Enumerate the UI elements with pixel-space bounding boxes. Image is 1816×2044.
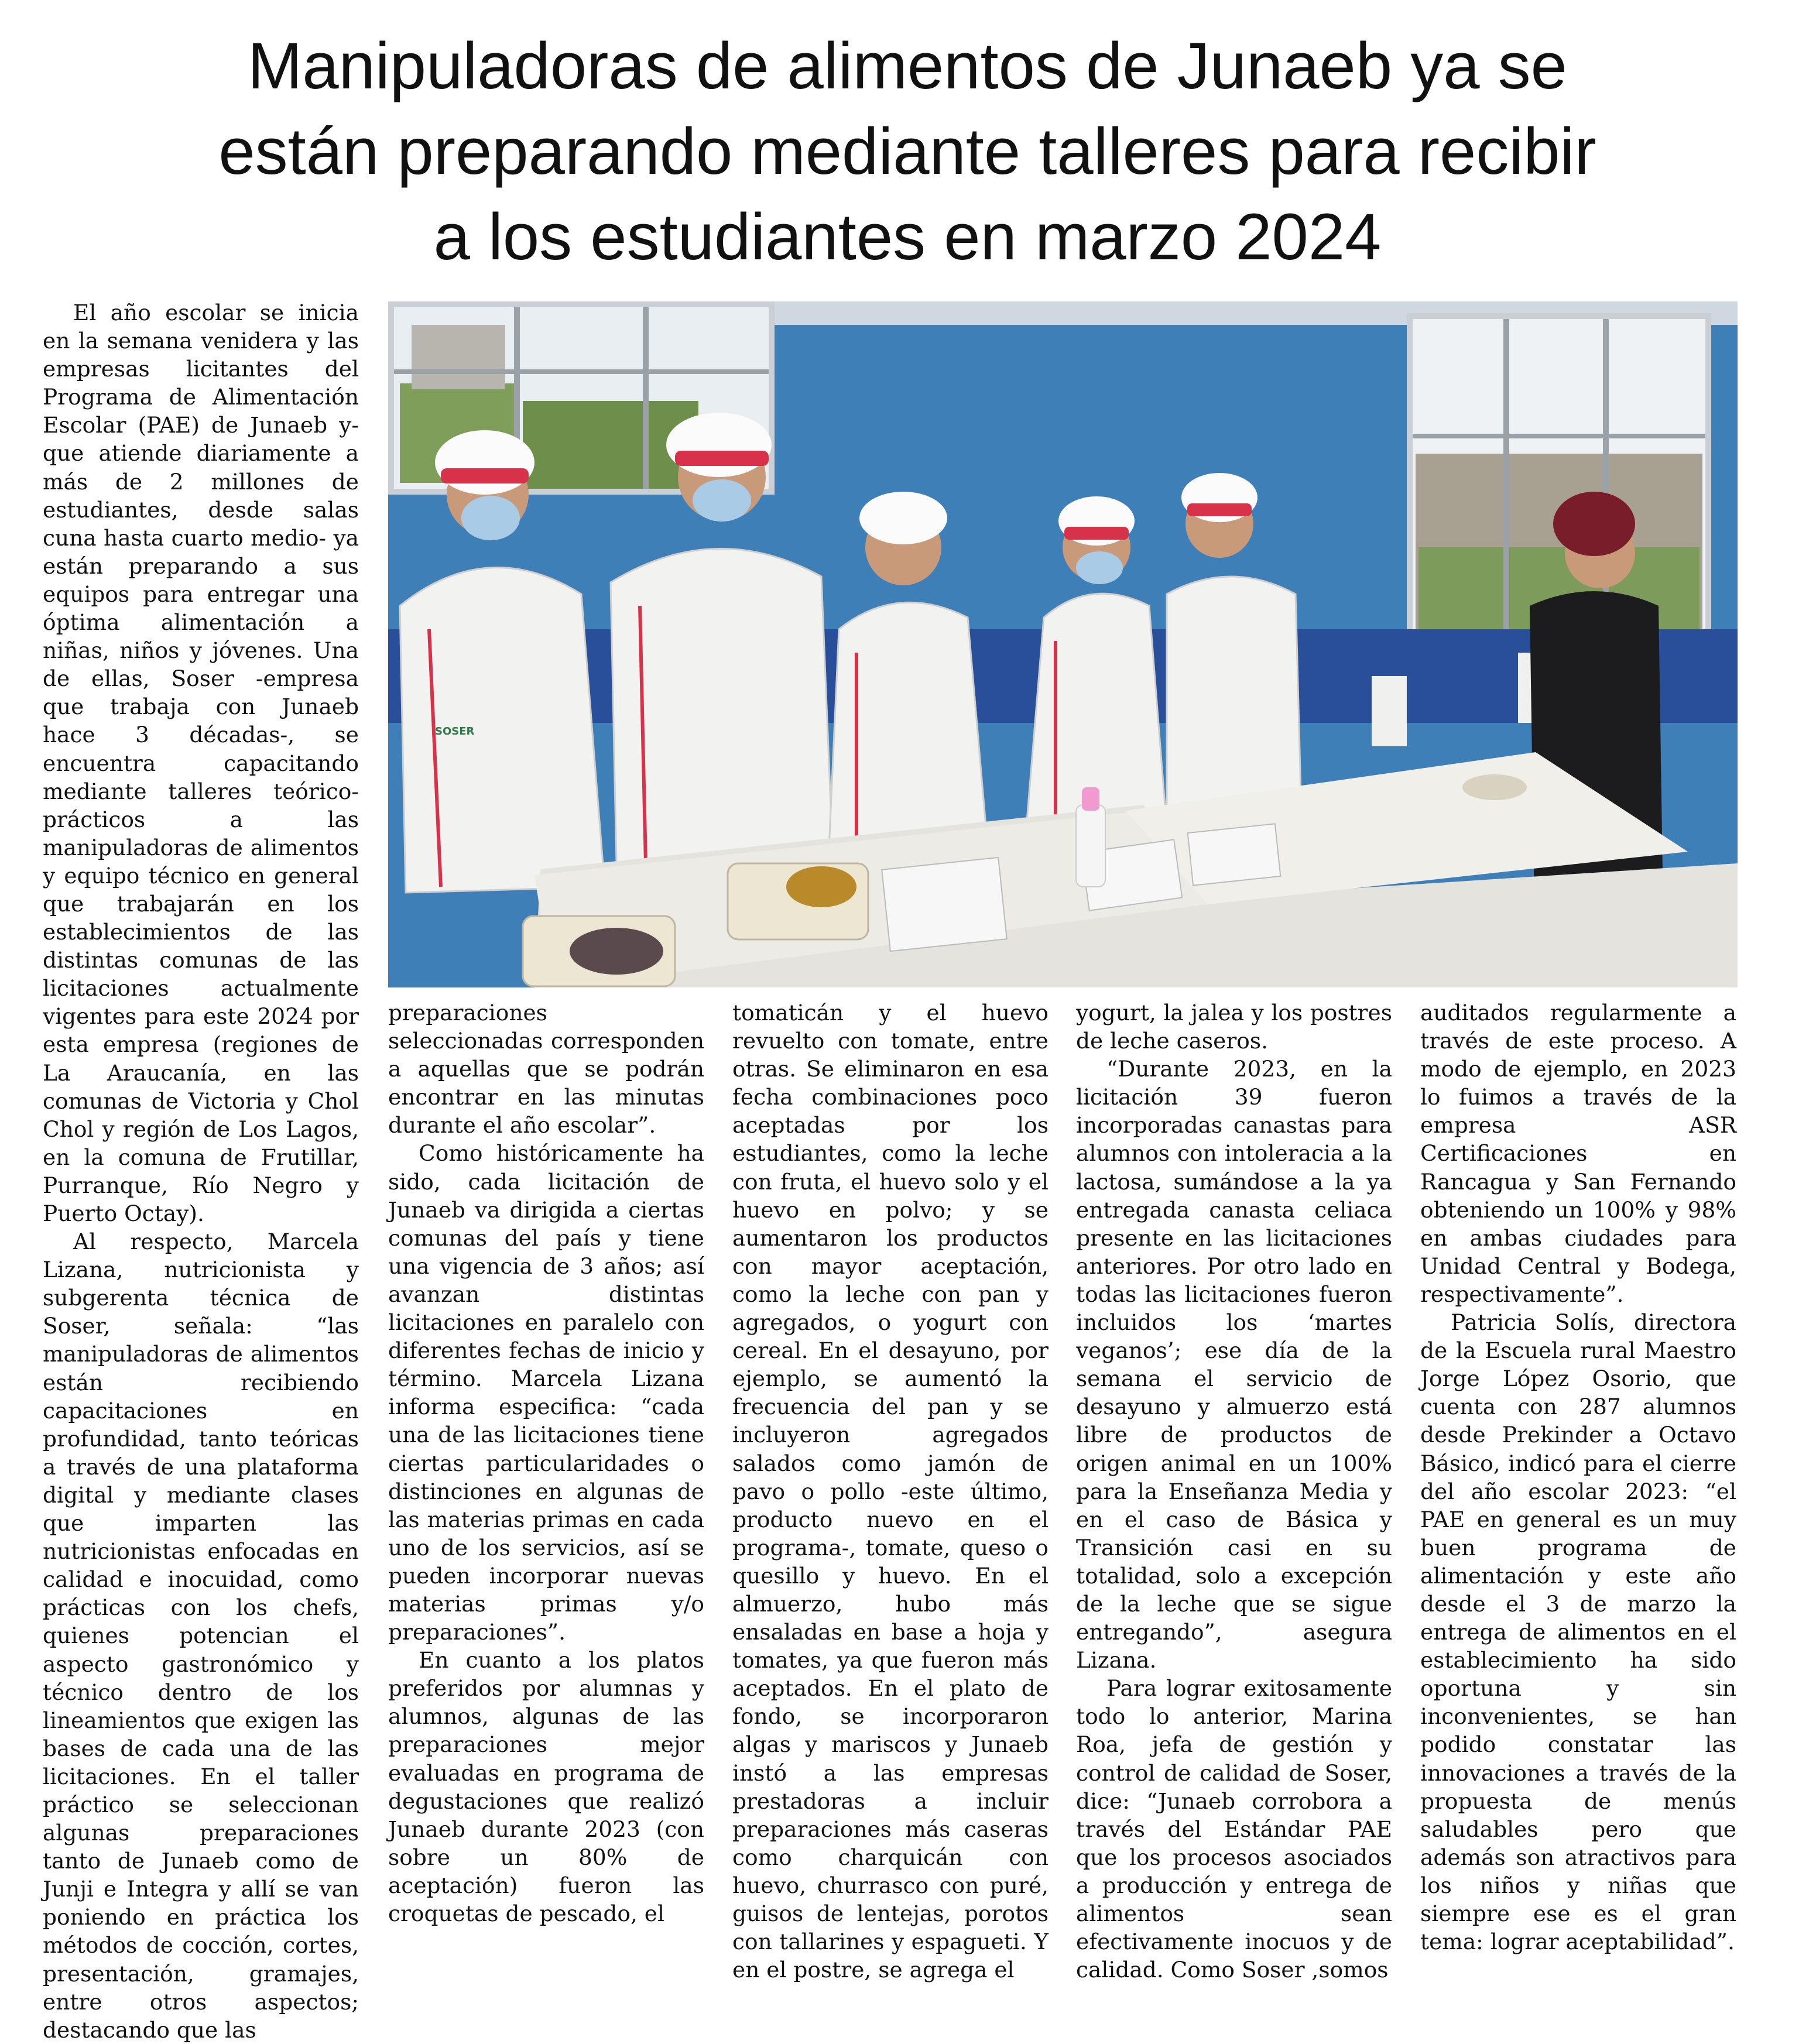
article-column-2: [388, 999, 704, 1926]
paragraph: Patricia Solís, directora de la Escuela rural Maestro Jorge López Osorio, que cuenta con 287 alumnos desde Prekinder a Octavo Básico, indicó para el cierre del año escolar 2023: “el PAE en general es un muy buen programa de alimentación y este año desde el 3 de marzo la entrega de alimentos en el establecimiento ha sido oportuna y sin inconvenientes, se han podido constatar las innovaciones a través de la propuesta de menús saludables pero que además son atractivos para los niños y niñas que siempre ese es el gran tema: lograr aceptabilidad”.: [1420, 1309, 1736, 1955]
article-column-5: [1420, 999, 1736, 1955]
article-column-4: [1076, 999, 1392, 1983]
headline-line-1: Manipuladoras de alimentos de Junaeb ya se: [248, 29, 1567, 102]
paragraph: Como históricamente ha sido, cada licitación de Junaeb va dirigida a ciertas comunas del país y tiene una vigencia de 3 años; así avanzan distintas licitaciones en paralelo con diferentes fechas de inicio y término. Marcela Lizana informa especifica: “cada una de las licitaciones tiene ciertas particularidades o distinciones en algunas de las materias primas en cada uno de los servicios, así se pueden incorporar nuevas materias primas y/o preparaciones”.: [388, 1140, 704, 1645]
paragraph: El año escolar se inicia en la semana venidera y las empresas licitantes del Programa de Alimentación Escolar (PAE) de Junaeb y-que atiende diariamente a más de 2 millones de estudiantes, desde salas cuna hasta cuarto medio- ya están preparando a sus equipos para entregar una óptima alimentación a niñas, niños y jóvenes. Una de ellas, Soser -empresa que trabaja con Junaeb hace 3 décadas-, se encuentra capacitando mediante talleres teórico-prácticos a las manipuladoras de alimentos y equipo técnico en general que trabajarán en los establecimientos de las distintas comunas de las licitaciones actualmente vigentes para este 2024 por esta empresa (regiones de La Araucanía, en las comunas de Victoria y Chol Chol y región de Los Lagos, en la comuna de Frutillar, Purranque, Río Negro y Puerto Octay).: [43, 300, 359, 1226]
headline-line-3: a los estudiantes en marzo 2024: [433, 200, 1382, 273]
paragraph: En cuanto a los platos preferidos por alumnas y alumnos, algunas de las preparaciones mejor evaluadas en programa de degustaciones que realizó Junaeb durante 2023 (con sobre un 80% de aceptación) fueron las croquetas de pescado, el: [388, 1647, 704, 1926]
paragraph: auditados regularmente a través de este proceso. A modo de ejemplo, en 2023 lo fuimos a través de la empresa ASR Certificaciones en Rancagua y San Fernando obteniendo un 100% y 98% en ambas ciudades para Unidad Central y Bodega, respectivamente”.: [1420, 1000, 1736, 1307]
article-photo: [388, 301, 1738, 987]
paragraph: preparaciones seleccionadas corresponden a aquellas que se podrán encontrar en las minutas durante el año escolar”.: [388, 1000, 704, 1138]
paragraph: tomaticán y el huevo revuelto con tomate, entre otras. Se eliminaron en esa fecha combinaciones poco aceptadas por los estudiantes, como la leche con fruta, el huevo solo y el huevo en polvo; y se aumentaron los productos con mayor aceptación, como la leche con pan y agregados, o yogurt con cereal. En el desayuno, por ejemplo, se aumentó la frecuencia del pan y se incluyeron agregados salados como jamón de pavo o pollo -este último, producto nuevo en el programa-, tomate, queso o quesillo y huevo. En el almuerzo, hubo más ensaladas en base a hoja y tomates, ya que fueron más aceptados. En el plato de fondo, se incorporaron algas y mariscos y Junaeb instó a las empresas prestadoras a incluir preparaciones más caseras como charquicán con huevo, churrasco con puré, guisos de lentejas, porotos con tallarines y espagueti. Y en el postre, se agrega el: [732, 1000, 1049, 1983]
paragraph: yogurt, la jalea y los postres de leche caseros.: [1076, 1000, 1392, 1054]
uniform-logo-text: SOSER: [435, 725, 475, 738]
paragraph: Para lograr exitosamente todo lo anterior, Marina Roa, jefa de gestión y control de calidad de Soser, dice: “Junaeb corrobora a través del Estándar PAE que los procesos asociados a producción y entrega de alimentos sean efectivamente inocuos y de calidad. Como Soser ,somos: [1076, 1675, 1392, 1983]
article-column-1: [43, 299, 359, 2043]
article-column-3: [732, 999, 1049, 1983]
article-headline: [47, 23, 1768, 280]
headline-line-2: están preparando mediante talleres para recibir: [218, 115, 1596, 188]
paragraph: “Durante 2023, en la licitación 39 fueron incorporadas canastas para alumnos con intoleracia a la lactosa, sumándose a la ya entregada canasta celiaca presente en las licitaciones anteriores. Por otro lado en todas las licitaciones fueron incluidos los ‘martes veganos’; ese día de la semana el servicio de desayuno y almuerzo está libre de productos de origen animal en un 100% para la Enseñanza Media y en el caso de Básica y Transición casi en su totalidad, solo a excepción de la leche que se sigue entregando”, asegura Lizana.: [1076, 1056, 1392, 1673]
paragraph: Al respecto, Marcela Lizana, nutricionista y subgerenta técnica de Soser, señala: “las manipuladoras de alimentos están recibiendo capacitaciones en profundidad, tanto teóricas a través de una plataforma digital y mediante clases que imparten las nutricionistas enfocadas en calidad e inocuidad, como prácticas con los chefs, quienes potencian el aspecto gastronómico y técnico dentro de los lineamientos que exigen las bases de cada una de las licitaciones. En el taller práctico se seleccionan algunas preparaciones tanto de Junaeb como de Junji e Integra y allí se van poniendo en práctica los métodos de cocción, cortes, presentación, gramajes, entre otros aspectos; destacando que las: [43, 1229, 359, 2043]
